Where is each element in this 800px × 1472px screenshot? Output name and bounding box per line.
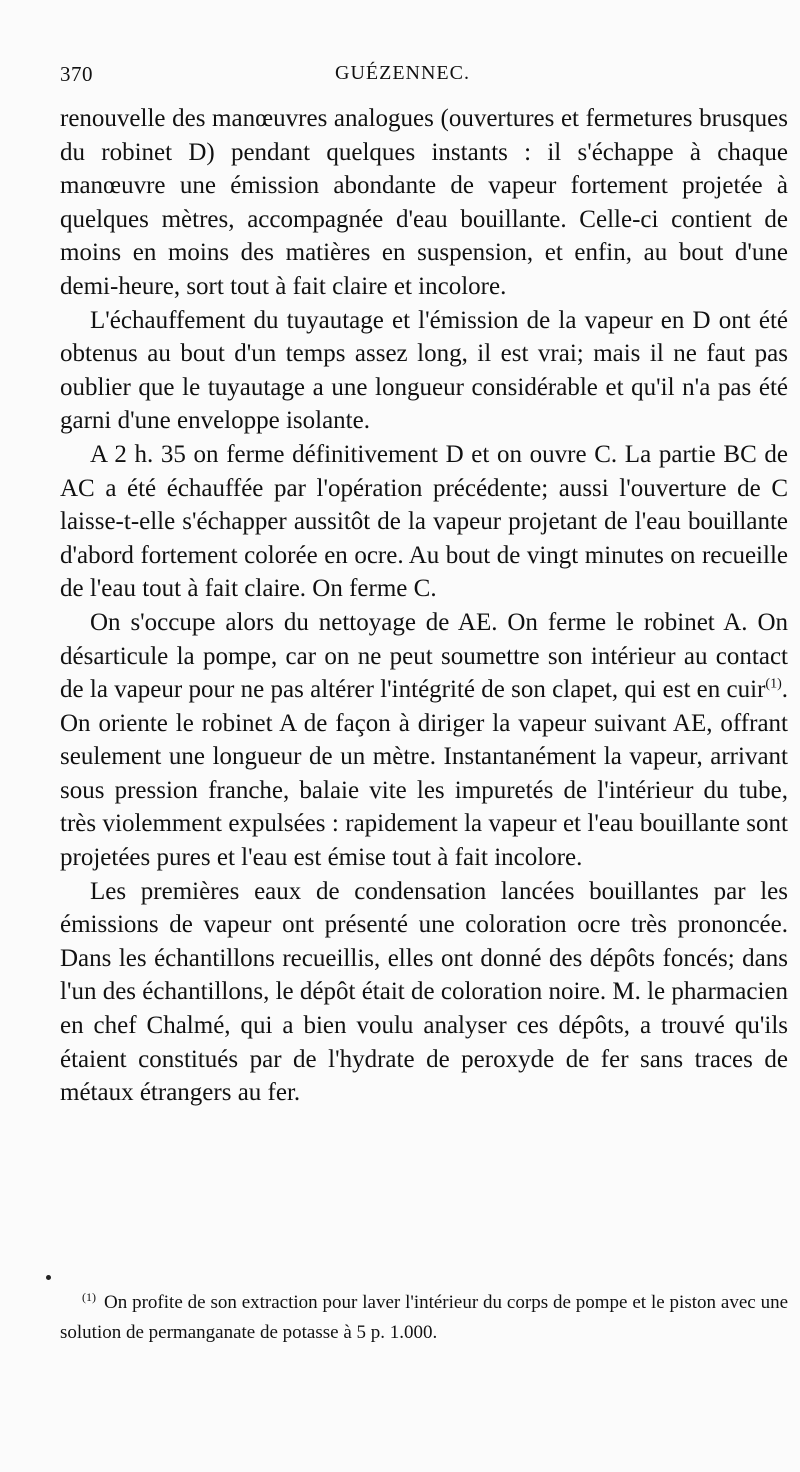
stray-ink-mark <box>46 1275 51 1280</box>
body-text <box>60 102 788 1110</box>
footnote-text: On profite de son extraction pour laver l'intérieur du corps de pompe et le piston avec une solution de permanganate de potasse à 5 p. 1.000. <box>60 1292 788 1343</box>
footnote-1 <box>60 1288 788 1348</box>
paragraph-4-text-a: On s'occupe alors du nettoyage de AE. On ferme le robinet A. On désarticule la pompe, car on ne peut soumettre son intérieur au contact de la vapeur pour ne pas altérer l'intégrité de son clapet, qui est en cuir <box>60 608 788 704</box>
footnotes <box>60 1288 788 1348</box>
page-number: 370 <box>60 62 93 86</box>
paragraph-2: L'échauffement du tuyautage et l'émission de la vapeur en D ont été obtenus au bout d'un temps assez long, il est vrai; mais il ne faut pas oublier que le tuyautage a une longueur considérable et qu'il n'a pas été garni d'une enveloppe isolante. <box>60 306 788 435</box>
page-header <box>60 62 745 92</box>
paragraph-5: Les premières eaux de condensation lancées bouillantes par les émissions de vapeur ont présenté une coloration ocre très prononcée. Dans les échantillons recueillis, elles ont donné des dépôts foncés; dans l'un des échantillons, le dépôt était de coloration noire. M. le pharmacien en chef Chalmé, qui a bien voulu analyser ces dépôts, a trouvé qu'ils étaient constitués par de l'hydrate de peroxyde de fer sans traces de métaux étrangers au fer. <box>60 877 788 1107</box>
footnote-marker: (1) <box>82 1289 96 1304</box>
footnote-reference: (1) <box>765 676 782 692</box>
paragraph-1: renouvelle des manœuvres analogues (ouvertures et fermetures brusques du robinet D) pendant quelques instants : il s'échappe à chaque manœuvre une émission abondante de vapeur fortement projetée à quelques mètres, accompagnée d'eau bouillante. Celle-ci contient de moins en moins des matières en suspension, et enfin, au bout d'une demi-heure, sort tout à fait claire et incolore. <box>60 105 788 300</box>
paragraph-4-text-b: . On oriente le robinet A de façon à diriger la vapeur suivant AE, offrant seulement une longueur de un mètre. Instantanément la vapeur, arrivant sous pression franche, balaie vite les impuretés de l'intérieur du tube, très violemment expulsées : rapidement la vapeur et l'eau bouillante sont projetées pures et l'eau est émise tout à fait incolore. <box>60 676 788 872</box>
paragraph-3: A 2 h. 35 on ferme définitivement D et on ouvre C. La partie BC de AC a été échauffée par l'opération précédente; aussi l'ouverture de C laisse-t-elle s'échapper aussitôt de la vapeur projetant de l'eau bouillante d'abord fortement colorée en ocre. Au bout de vingt minutes on recueille de l'eau tout à fait claire. On ferme C. <box>60 440 788 603</box>
paragraph-4 <box>60 606 788 875</box>
running-head: GUÉZENNEC. <box>335 62 470 84</box>
